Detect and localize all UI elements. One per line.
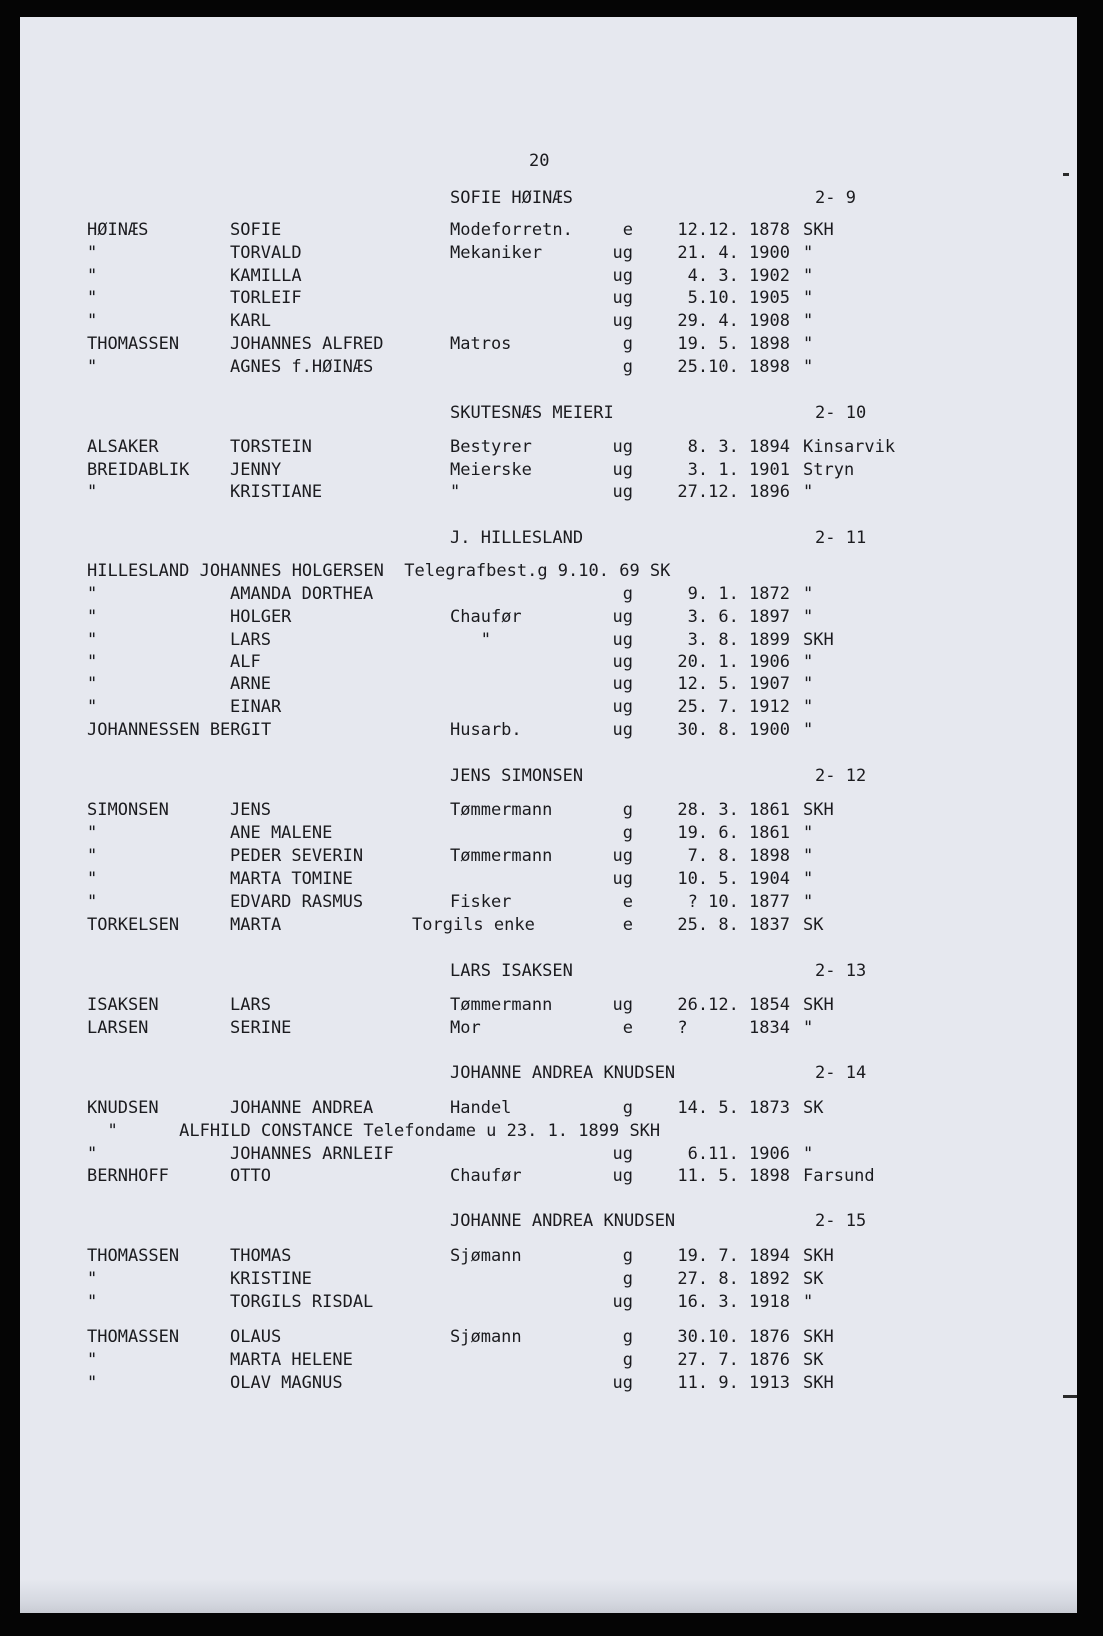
given-name: ALF [230,652,261,672]
birth-place: " [803,674,814,694]
birth-place: " [803,584,814,604]
birth-place: SK [803,1350,824,1370]
birth-place: SKH [803,995,834,1015]
birth-date: 21. 4. 1900 [677,243,790,263]
birth-date: 19. 6. 1861 [677,823,790,843]
surname: " [87,1144,98,1164]
birth-date: ? 10. 1877 [687,892,790,912]
given-name: EINAR [230,697,282,717]
surname: " [87,1292,98,1312]
marital-status: ug [612,266,633,286]
household-number: 2- 9 [815,188,856,208]
occupation: Tømmermann [450,800,553,820]
household-header [20,527,1077,549]
birth-place: SK [803,1269,824,1289]
household-title: JOHANNE ANDREA KNUDSEN [450,1211,676,1231]
marital-status: ug [612,1292,633,1312]
table-row [20,459,1077,481]
surname: THOMASSEN [87,334,180,354]
birth-place: " [803,846,814,866]
marital-status: g [622,823,633,843]
marital-status: ug [612,1373,633,1393]
given-name: PEDER SEVERIN [230,846,364,866]
birth-date: 6.11. 1906 [687,1144,790,1164]
surname: " [87,892,98,912]
marital-status: g [622,357,633,377]
marital-status: ug [612,460,633,480]
household-header [20,1210,1077,1232]
birth-date: 16. 3. 1918 [677,1292,790,1312]
surname: THOMASSEN [87,1246,180,1266]
occupation: Tømmermann [450,846,553,866]
birth-date: 11. 5. 1898 [677,1166,790,1186]
surname: " [87,266,98,286]
birth-date: 7. 8. 1898 [687,846,790,866]
marital-status: e [622,915,633,935]
surname: " [87,607,98,627]
marital-status: ug [612,243,633,263]
birth-date: 9. 1. 1872 [687,584,790,604]
surname: " [87,1269,98,1289]
table-row [20,356,1077,378]
birth-date: 12. 5. 1907 [677,674,790,694]
given-name: AGNES f.HØINÆS [230,357,374,377]
surname: " [87,846,98,866]
table-row [20,1349,1077,1371]
household-number: 2- 15 [815,1211,867,1231]
marital-status: g [622,800,633,820]
birth-place: Stryn [803,460,855,480]
birth-date: 19. 5. 1898 [677,334,790,354]
birth-date: 28. 3. 1861 [677,800,790,820]
birth-date: 25.10. 1898 [677,357,790,377]
surname: SIMONSEN [87,800,169,820]
marital-status: e [622,1018,633,1038]
marital-status: ug [612,607,633,627]
marital-status: e [622,892,633,912]
occupation: Torgils enke [412,915,535,935]
household-header [20,187,1077,209]
given-name: MARTA TOMINE [230,869,353,889]
marital-status: ug [612,720,633,740]
scan-edge [20,1579,1077,1613]
birth-place: " [803,288,814,308]
given-name: OLAV MAGNUS [230,1373,343,1393]
birth-place: " [803,697,814,717]
table-row [20,242,1077,264]
birth-date: 3. 1. 1901 [687,460,790,480]
given-name: JOHANNES ALFRED [230,334,384,354]
birth-date: 3. 8. 1899 [687,630,790,650]
birth-date: 27.12. 1896 [677,482,790,502]
table-row [20,333,1077,355]
table-row [20,219,1077,241]
birth-date: 27. 8. 1892 [677,1269,790,1289]
table-row [20,1165,1077,1187]
marital-status: ug [612,652,633,672]
birth-place: " [803,482,814,502]
table-row [20,560,1077,582]
birth-date: 8. 3. 1894 [687,437,790,457]
household-header [20,765,1077,787]
birth-date: 5.10. 1905 [687,288,790,308]
birth-place: " [803,720,814,740]
household-number: 2- 14 [815,1063,867,1083]
birth-place: " [803,243,814,263]
given-name: EDVARD RASMUS [230,892,364,912]
occupation: Husarb. [450,720,522,740]
given-name: LARS [230,995,271,1015]
marital-status: ug [612,437,633,457]
household-number: 2- 11 [815,528,867,548]
given-name: HOLGER [230,607,292,627]
marital-status: g [622,1098,633,1118]
occupation: Bestyrer [450,437,532,457]
surname: " [87,630,98,650]
birth-place: Kinsarvik [803,437,896,457]
table-row [20,1268,1077,1290]
occupation: Chaufør [450,1166,522,1186]
household-title: J. HILLESLAND [450,528,584,548]
table-row [20,868,1077,890]
table-row [20,1017,1077,1039]
household-title: SKUTESNÆS MEIERI [450,403,614,423]
table-row [20,1120,1077,1142]
household-number: 2- 13 [815,961,867,981]
household-header [20,1062,1077,1084]
table-row [20,310,1077,332]
table-row [20,606,1077,628]
birth-date: 4. 3. 1902 [687,266,790,286]
birth-place: " [803,334,814,354]
birth-place: SKH [803,630,834,650]
given-name: SOFIE [230,220,282,240]
marital-status: ug [612,995,633,1015]
given-name: KRISTINE [230,1269,312,1289]
occupation: Mekaniker [450,243,543,263]
given-name: LARS [230,630,271,650]
surname: " [87,311,98,331]
occupation: Sjømann [450,1327,522,1347]
birth-date: 25. 7. 1912 [677,697,790,717]
table-row [20,994,1077,1016]
surname: BERNHOFF [87,1166,169,1186]
marital-status: ug [612,288,633,308]
surname: " [87,1373,98,1393]
household-title: JENS SIMONSEN [450,766,584,786]
surname: THOMASSEN [87,1327,180,1347]
birth-date: ? 1834 [677,1018,790,1038]
given-name: KRISTIANE [230,482,323,502]
marital-status: ug [612,311,633,331]
birth-place: " [803,1018,814,1038]
given-name: JOHANNES ARNLEIF [230,1144,394,1164]
given-name: OTTO [230,1166,271,1186]
occupation: " [450,482,461,502]
marital-status: g [622,334,633,354]
birth-date: 3. 6. 1897 [687,607,790,627]
marital-status: e [622,220,633,240]
birth-place: " [803,1292,814,1312]
surname: " [87,697,98,717]
household-title: SOFIE HØINÆS [450,188,573,208]
marital-status: g [622,1350,633,1370]
birth-date: 20. 1. 1906 [677,652,790,672]
surname: ISAKSEN [87,995,159,1015]
table-row [20,629,1077,651]
table-row [20,1245,1077,1267]
table-row [20,1143,1077,1165]
given-name: KARL [230,311,271,331]
surname: " [87,482,98,502]
given-name: ANE MALENE [230,823,333,843]
marital-status: ug [612,630,633,650]
household-title: JOHANNE ANDREA KNUDSEN [450,1063,676,1083]
household-header [20,402,1077,424]
given-name: TORVALD [230,243,302,263]
table-row [20,673,1077,695]
birth-place: " [803,266,814,286]
given-name: JOHANNE ANDREA [230,1098,374,1118]
document-page [20,17,1077,1613]
birth-date: 11. 9. 1913 [677,1373,790,1393]
marital-status: g [622,1246,633,1266]
occupation: Handel [450,1098,512,1118]
given-name: SERINE [230,1018,292,1038]
household-title: LARS ISAKSEN [450,961,573,981]
occupation: Tømmermann [450,995,553,1015]
household-header [20,960,1077,982]
birth-place: Farsund [803,1166,875,1186]
given-name: JENNY [230,460,282,480]
surname: ALSAKER [87,437,159,457]
birth-place: " [803,607,814,627]
birth-date: 14. 5. 1873 [677,1098,790,1118]
given-name: TORLEIF [230,288,302,308]
surname: " [87,674,98,694]
given-name: TORGILS RISDAL [230,1292,374,1312]
birth-place: SKH [803,1246,834,1266]
page-number: 20 [529,151,550,171]
given-name: MARTA HELENE [230,1350,353,1370]
margin-mark-bottom [1063,1395,1077,1398]
marital-status: ug [612,869,633,889]
surname: " [87,288,98,308]
table-row [20,265,1077,287]
surname: JOHANNESSEN BERGIT [87,720,272,740]
given-name: KAMILLA [230,266,302,286]
surname: " [87,243,98,263]
birth-date: 30. 8. 1900 [677,720,790,740]
occupation: Matros [450,334,512,354]
given-name: JENS [230,800,271,820]
surname: LARSEN [87,1018,149,1038]
birth-place: " [803,823,814,843]
table-row [20,287,1077,309]
occupation: Modeforretn. [450,220,573,240]
marital-status: ug [612,846,633,866]
margin-mark-top [1063,173,1069,176]
birth-place: SKH [803,1373,834,1393]
row-text: HILLESLAND JOHANNES HOLGERSEN Telegrafbest.g 9.10. 69 SK [87,561,671,581]
surname: " [87,1350,98,1370]
birth-date: 10. 5. 1904 [677,869,790,889]
table-row [20,914,1077,936]
given-name: TORSTEIN [230,437,312,457]
household-number: 2- 10 [815,403,867,423]
marital-status: g [622,584,633,604]
birth-place: " [803,652,814,672]
table-row [20,719,1077,741]
given-name: ARNE [230,674,271,694]
given-name: AMANDA DORTHEA [230,584,374,604]
birth-place: SK [803,915,824,935]
table-row [20,651,1077,673]
birth-place: SKH [803,800,834,820]
marital-status: ug [612,697,633,717]
given-name: MARTA [230,915,282,935]
table-row [20,696,1077,718]
surname: " [87,823,98,843]
table-row [20,845,1077,867]
table-row [20,1291,1077,1313]
table-row [20,1372,1077,1394]
birth-place: " [803,357,814,377]
table-row [20,481,1077,503]
birth-date: 19. 7. 1894 [677,1246,790,1266]
birth-place: " [803,869,814,889]
table-row [20,799,1077,821]
birth-place: " [803,892,814,912]
surname: TORKELSEN [87,915,180,935]
table-row [20,1326,1077,1348]
birth-date: 27. 7. 1876 [677,1350,790,1370]
occupation: Chaufør [450,607,522,627]
birth-date: 29. 4. 1908 [677,311,790,331]
given-name: OLAUS [230,1327,282,1347]
birth-place: SKH [803,1327,834,1347]
table-row [20,891,1077,913]
marital-status: ug [612,1166,633,1186]
surname: KNUDSEN [87,1098,159,1118]
row-text: " ALFHILD CONSTANCE Telefondame u 23. 1. 1899 SKH [87,1121,661,1141]
table-row [20,1097,1077,1119]
surname: " [87,584,98,604]
marital-status: ug [612,1144,633,1164]
occupation: Mor [450,1018,481,1038]
occupation: " [450,630,491,650]
birth-date: 30.10. 1876 [677,1327,790,1347]
birth-date: 26.12. 1854 [677,995,790,1015]
surname: " [87,869,98,889]
table-row [20,436,1077,458]
marital-status: g [622,1269,633,1289]
occupation: Fisker [450,892,512,912]
birth-date: 12.12. 1878 [677,220,790,240]
table-row [20,822,1077,844]
marital-status: ug [612,482,633,502]
marital-status: g [622,1327,633,1347]
household-number: 2- 12 [815,766,867,786]
birth-date: 25. 8. 1837 [677,915,790,935]
birth-place: SKH [803,220,834,240]
birth-place: " [803,311,814,331]
surname: BREIDABLIK [87,460,190,480]
occupation: Sjømann [450,1246,522,1266]
birth-place: " [803,1144,814,1164]
given-name: THOMAS [230,1246,292,1266]
surname: HØINÆS [87,220,149,240]
table-row [20,583,1077,605]
occupation: Meierske [450,460,532,480]
surname: " [87,652,98,672]
marital-status: ug [612,674,633,694]
surname: " [87,357,98,377]
birth-place: SK [803,1098,824,1118]
